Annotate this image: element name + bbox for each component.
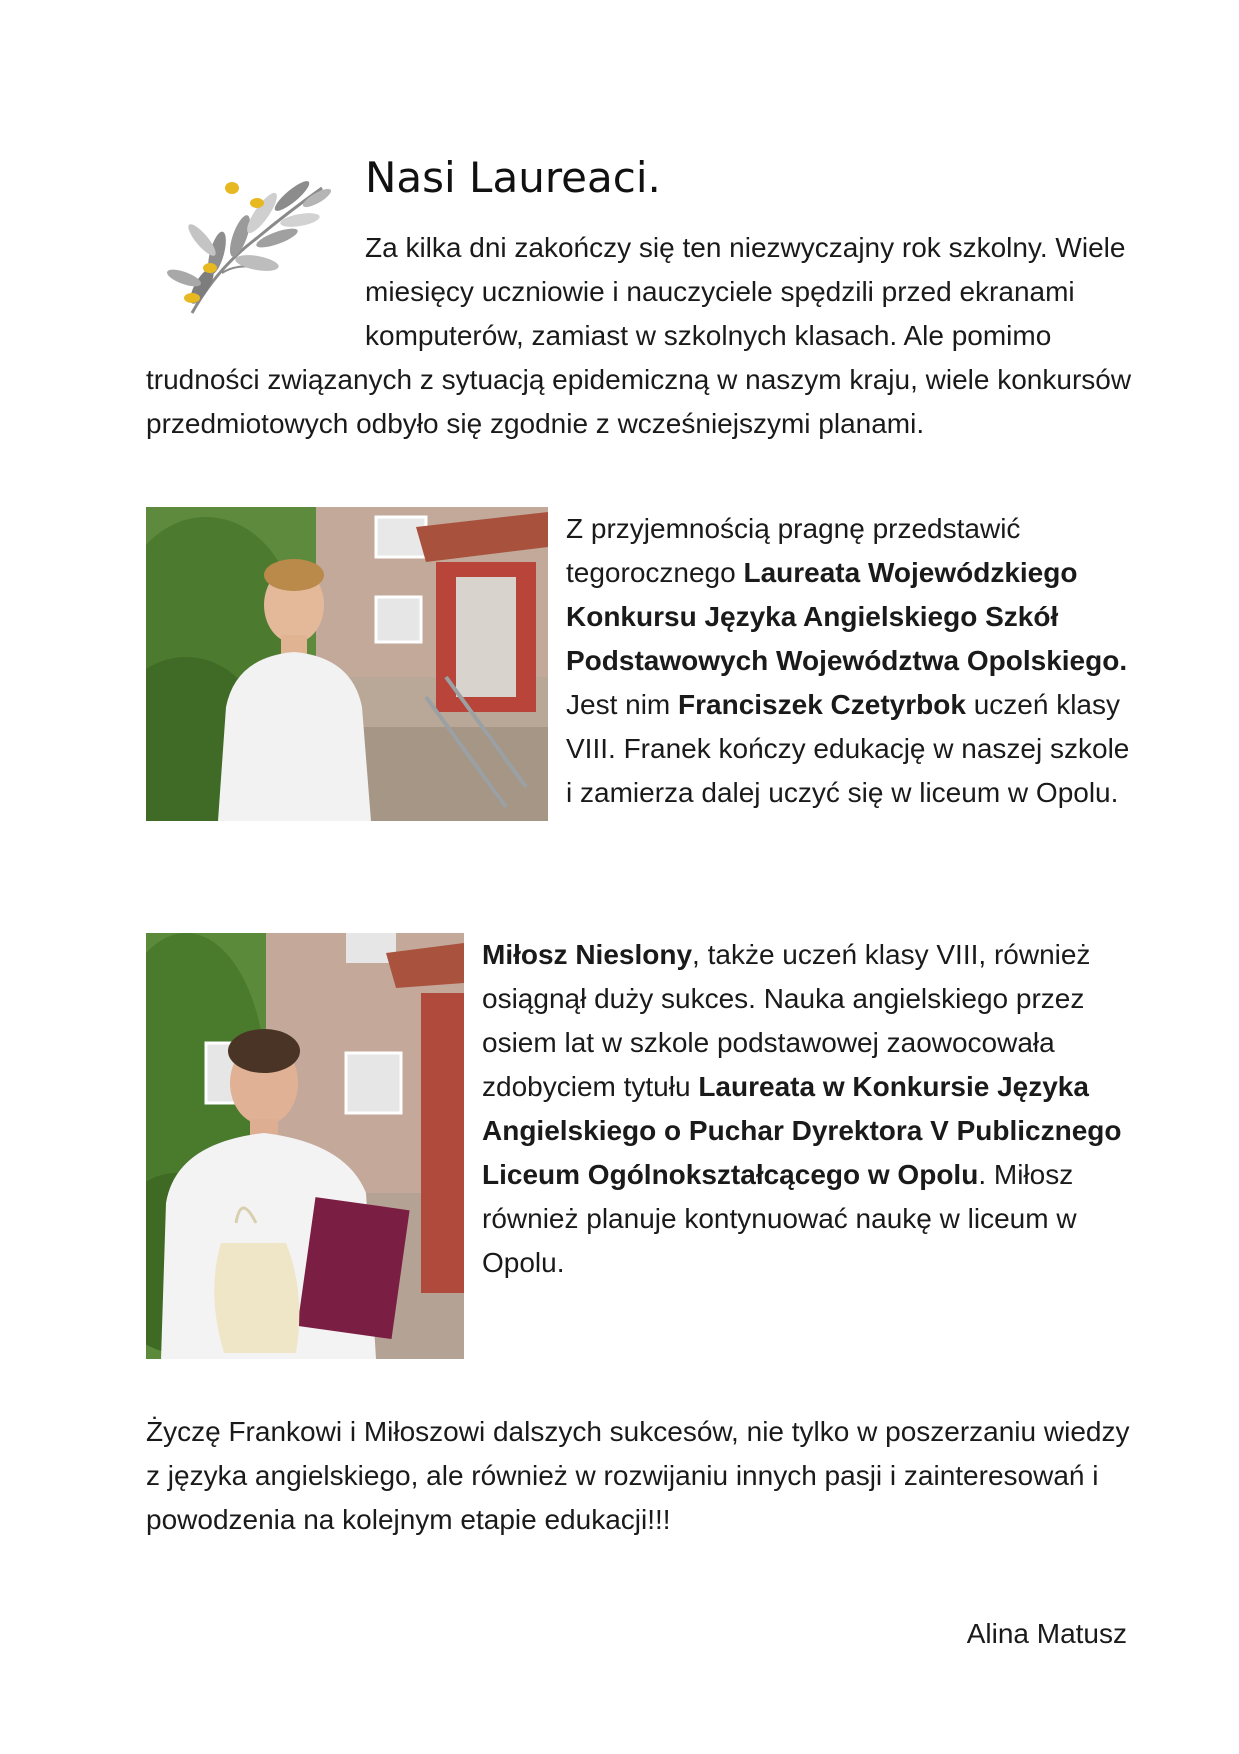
s2-text-2: . Miłosz również planuje kontynuować naukę w liceum w Opolu. <box>482 1159 1077 1278</box>
s1-bold-name: Franciszek Czetyrbok <box>678 689 966 720</box>
s1-text-3: uczeń klasy VIII. Franek kończy edukację w naszej szkole i zamierza dalej uczyć się w liceum w Opolu. <box>566 689 1130 808</box>
photo-milosz <box>146 933 464 1359</box>
s2-bold-contest: Laureata w Konkursie Języka Angielskiego o Puchar Dyrektora V Publicznego Liceum Ogólnokształcącego w Opolu <box>482 1071 1122 1190</box>
s1-bold-contest: Laureata Wojewódzkiego Konkursu Języka Angielskiego Szkół Podstawowych Województwa Opolskiego. <box>566 557 1128 676</box>
photo-franciszek <box>146 507 548 821</box>
s1-text-2: Jest nim <box>566 689 679 720</box>
page-title: Nasi Laureaci. <box>365 153 661 202</box>
s2-text-1: , także uczeń klasy VIII, również osiągnął duży sukces. Nauka angielskiego przez osiem lat w szkole podstawowej zaowocowała zdobyciem tytułu <box>482 939 1091 1102</box>
laureate-1-section <box>146 507 1136 821</box>
s1-text-1: Z przyjemnością pragnę przedstawić tegorocznego <box>566 513 1021 588</box>
intro-text: Za kilka dni zakończy się ten niezwyczajny rok szkolny. Wiele miesięcy uczniowie i nauczyciele spędzili przed ekranami komputerów, zamiast w szkolnych klasach. Ale pomimo trudności związanych z sytuacją epidemiczną w naszym kraju, wiele konkursów przedmiotowych odbyło się zgodnie z wcześniejszymi planami. <box>146 232 1132 439</box>
laureate-2-section <box>146 933 1136 1359</box>
s2-bold-name: Miłosz Nieslony <box>482 939 693 970</box>
author-signature: Alina Matusz <box>966 1618 1127 1649</box>
intro-paragraph <box>146 226 1136 446</box>
closing-paragraph: Życzę Frankowi i Miłoszowi dalszych sukcesów, nie tylko w poszerzaniu wiedzy z języka angielskiego, ale również w rozwijaniu innych pasji i zainteresowań i powodzenia na kolejnym etapie edukacji!!! <box>146 1416 1130 1535</box>
